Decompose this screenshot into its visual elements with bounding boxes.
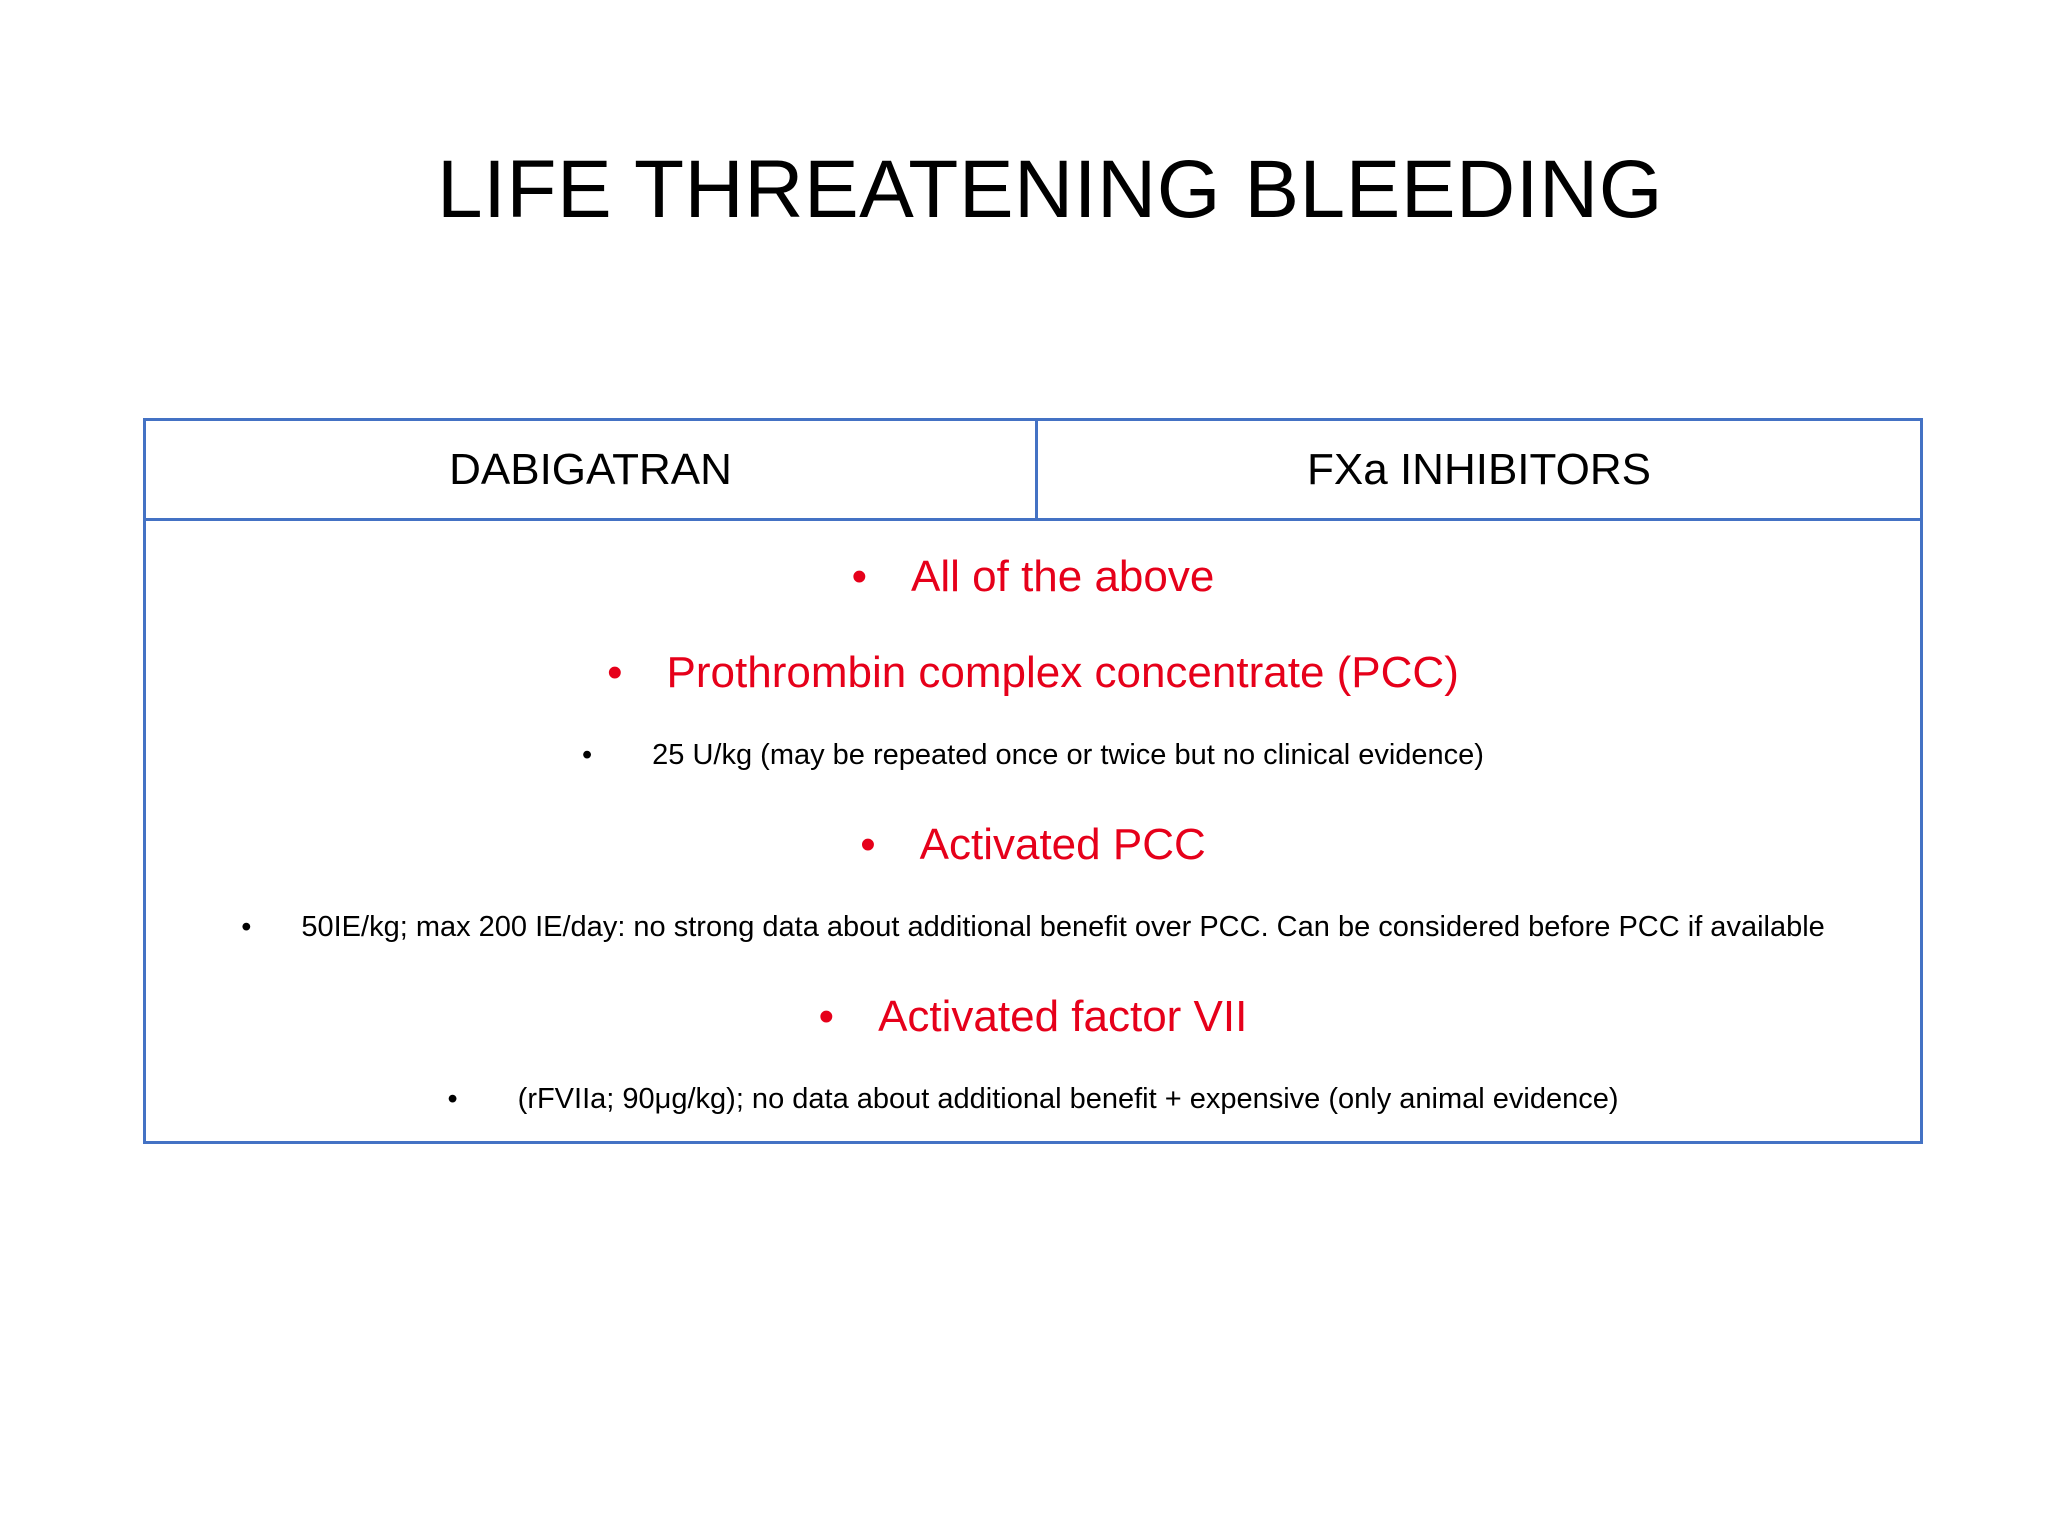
table-header-row <box>146 421 1920 521</box>
list-item-text: (rFVIIa; 90μg/kg); no data about additional benefit + expensive (only animal evidence) <box>517 1082 1619 1115</box>
list-item-pcc-dose <box>146 735 1920 775</box>
list-item-all-of-the-above <box>146 549 1920 605</box>
list-item-factor-vii-dose <box>146 1079 1920 1119</box>
header-fxa-inhibitors: FXa INHIBITORS <box>1307 444 1651 494</box>
list-item-activated-pcc <box>146 817 1920 873</box>
treatment-table <box>143 418 1923 1144</box>
table-body-cell <box>146 521 1920 1141</box>
list-item-text: Prothrombin complex concentrate (PCC) <box>666 648 1459 697</box>
bullet-icon: • <box>607 648 623 697</box>
slide-title: LIFE THREATENING BLEEDING <box>436 144 1664 235</box>
bullet-icon: • <box>447 1082 458 1115</box>
header-dabigatran: DABIGATRAN <box>146 421 1038 518</box>
bullet-icon: • <box>851 552 868 601</box>
list-item-text: All of the above <box>911 552 1215 601</box>
bullet-icon: • <box>860 820 876 869</box>
list-item-text: 50IE/kg; max 200 IE/day: no strong data about additional benefit over PCC. Can be considered before PCC if available <box>301 910 1825 943</box>
bullet-icon: • <box>241 910 252 943</box>
list-item-text: 25 U/kg (may be repeated once or twice but no clinical evidence) <box>652 738 1484 771</box>
list-item-text: Activated PCC <box>919 820 1206 869</box>
list-item-activated-factor-vii <box>146 989 1920 1045</box>
list-item-text: Activated factor VII <box>878 992 1248 1041</box>
bullet-icon: • <box>582 738 593 771</box>
list-item-activated-pcc-dose <box>146 907 1920 947</box>
list-item-pcc <box>146 645 1920 701</box>
bullet-icon: • <box>818 992 835 1041</box>
